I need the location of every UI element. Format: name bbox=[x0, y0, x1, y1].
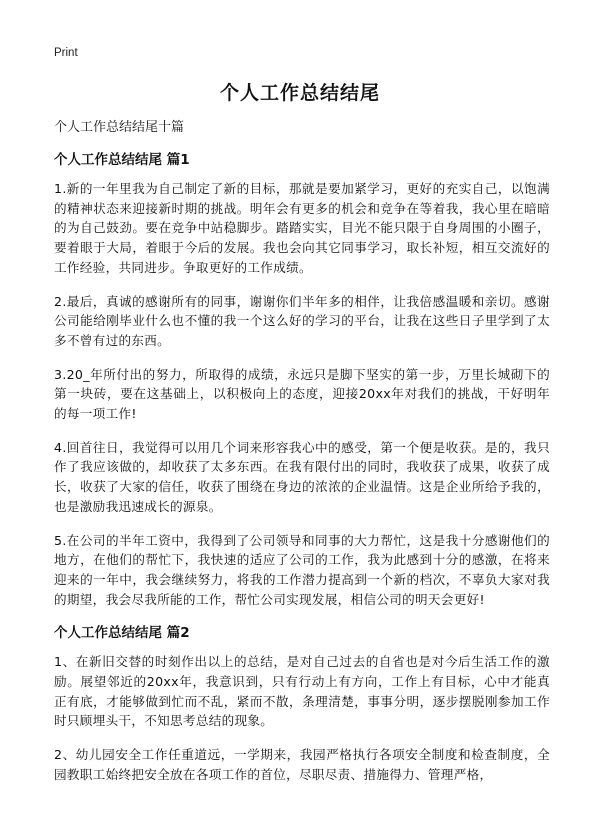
section-heading-2: 个人工作总结结尾 篇2 bbox=[54, 625, 190, 642]
paragraph: 2.最后，真诚的感谢所有的同事，谢谢你们半年多的相伴，让我倍感温暖和亲切。感谢公司能给刚毕业什么也不懂的我一个这么好的学习的平台，让我在这些日子里学到了太多不曾有过的东西。 bbox=[54, 293, 550, 348]
paragraph: 1.新的一年里我为自己制定了新的目标，那就是要加紧学习，更好的充实自己，以饱满的精神状态来迎接新时期的挑战。明年会有更多的机会和竞争在等着我，我心里在暗暗的为自己鼓劲。要在竞争中站稳脚步。踏踏实实，目光不能只限于自身周围的小圈子，要着眼于大局，着眼于今后的发展。我也会向其它同事学习，取长补短，相互交流好的工作经验，共同进步。争取更好的工作成绩。 bbox=[54, 181, 550, 275]
paragraph: 5.在公司的半年工资中，我得到了公司领导和同事的大力帮忙，这是我十分感谢他们的地方，在他们的帮忙下，我快速的适应了公司的工作，我为此感到十分的感激，在将来迎来的一年中，我会继续努力，将我的工作潜力提高到一个新的档次，不辜负大家对我的期望，我会尽我所能的工作，帮忙公司实现发展，相信公司的明天会更好! bbox=[54, 532, 550, 607]
page-title: 个人工作总结结尾 bbox=[219, 82, 380, 104]
document-body bbox=[54, 118, 550, 799]
paragraph: 3.20_年所付出的努力，所取得的成绩，永远只是脚下坚实的第一步，万里长城砌下的第一块砖，要在这基础上，以积极向上的态度，迎接20xx年对我们的挑战，干好明年的每一项工作! bbox=[54, 366, 550, 422]
section-heading-1: 个人工作总结结尾 篇1 bbox=[54, 152, 190, 168]
paragraph: 2、幼儿园安全工作任重道远，一学期来，我园严格执行各项安全制度和检查制度，全园教职工始终把安全放在各项工作的首位，尽职尽责、措施得力、管理严格， bbox=[54, 747, 550, 782]
paragraph: 4.回首往日，我觉得可以用几个词来形容我心中的感受，第一个便是收获。是的，我只作了我应该做的，却收获了太多东西。在我有限付出的同时，我收获了成果，收获了成长，收获了大家的信任，收获了围绕在身边的浓浓的企业温情。这是企业所给予我的，也是激励我迅速成长的源泉。 bbox=[54, 439, 550, 514]
document-subtitle: 个人工作总结结尾十篇 bbox=[54, 120, 185, 135]
print-label: Print bbox=[54, 47, 78, 59]
paragraph: 1、在新旧交替的时刻作出以上的总结，是对自己过去的自省也是对今后生活工作的激励。展望邻近的20xx年，我意识到，只有行动上有方向，工作上有目标，心中才能真正有底，才能够做到忙而不乱，紧而不散，条理清楚，事事分明，逐步摆脱刚参加工作时只顾埋头干，不知思考总结的现象。 bbox=[54, 654, 550, 729]
